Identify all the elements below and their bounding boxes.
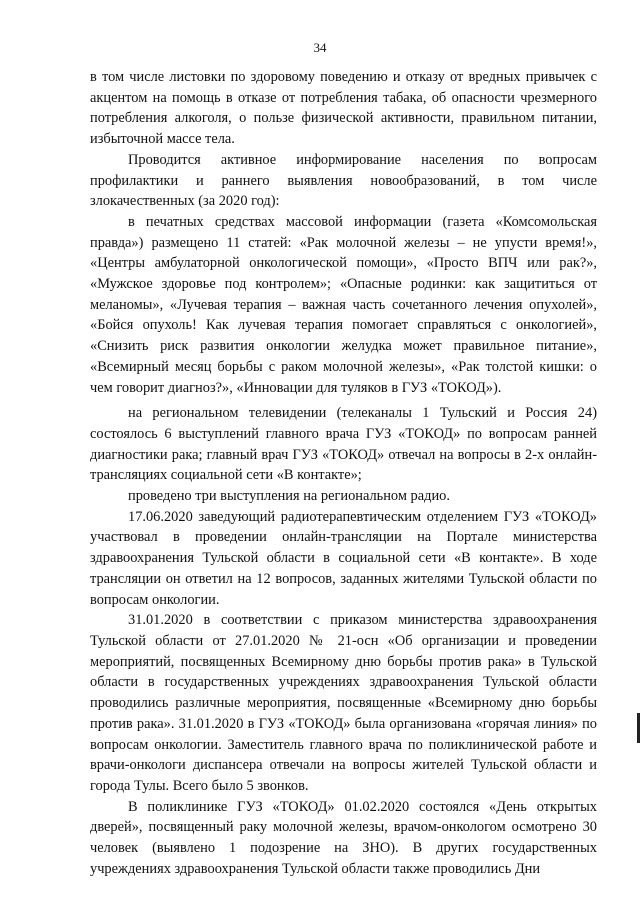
paragraph-open-doors-day: В поликлинике ГУЗ «ТОКОД» 01.02.2020 состоялся «День открытых дверей», посвященный раку молочной железы, врачом-онкологом осмотрено 30 человек (выявлено 1 подозрение на ЗНО). В других государственных учреждениях здравоохранения Тульской области также проводились Дни: [90, 798, 597, 877]
paragraph-world-cancer-day: 31.01.2020 в соответствии с приказом министерства здравоохранения Тульской области от 27.01.2020 № 21-осн «Об организации и проведении мероприятий, посвященных Всемирному дню борьбы против рака» в Тульской области в государственных учреждениях здравоохранения Тульской области проводились различные мероприятия, посвященные «Всемирному дню борьбы против рака». 31.01.2020 в ГУЗ «ТОКОД» была организована «горячая линия» по вопросам онкологии. Заместитель главного врача по поликлинической работе и врачи-онкологи диспансера отвечали на вопросы жителей Тульской области и города Тулы. Всего было 5 звонков.: [90, 612, 597, 794]
paragraph-print-media: в печатных средствах массовой информации (газета «Комсомольская правда») размещено 11 статей: «Рак молочной железы – не упусти время!», «Центры амбулаторной онкологической помощи», «Просто ВПЧ или рак?», «Мужское здоровье под контролем»; «Опасные родинки: как защититься от меланомы», «Лучевая терапия – важная часть сочетанного лечения опухолей», «Бойся опухоль! Как лучевая терапия помогает справляться с онкологией», «Снизить риск развития онкологии желудка может правильное питание», «Всемирный месяц борьбы с раком молочной железы», «Рак толстой кишки: о чем говорит диагноз?», «Инновации для туляков в ГУЗ «ТОКОД»).: [90, 213, 597, 396]
paragraph-regional-tv: на региональном телевидении (телеканалы 1 Тульский и Россия 24) состоялось 6 выступлений главного врача ГУЗ «ТОКОД» по вопросам ранней диагностики рака; главный врач ГУЗ «ТОКОД» отвечал на вопросы в 2-х онлайн-трансляциях социальной сети «В контакте»;: [90, 405, 597, 484]
body-text: [90, 67, 597, 879]
paragraph-regional-radio: проведено три выступления на региональном радио.: [128, 488, 450, 505]
paragraph-leaflets-continuation: в том числе листовки по здоровому поведению и отказу от вредных привычек с акцентом на помощь в отказе от потребления табака, об опасности чрезмерного потребления алкоголя, о пользе физической активности, правильном питании, избыточной массе тела.: [90, 69, 597, 148]
page-number: 34: [313, 40, 327, 55]
paragraph-informing-population: Проводится активное информирование населения по вопросам профилактики и раннего выявления новообразований, в том числе злокачественных (за 2020 год):: [90, 151, 597, 210]
paragraph-online-broadcast: 17.06.2020 заведующий радиотерапевтическим отделением ГУЗ «ТОКОД» участвовал в проведении онлайн-трансляции на Портале министерства здравоохранения Тульской области в социальной сети «В контакте». В ходе трансляции он ответил на 12 вопросов, заданных жителями Тульской области по вопросам онкологии.: [90, 508, 597, 608]
